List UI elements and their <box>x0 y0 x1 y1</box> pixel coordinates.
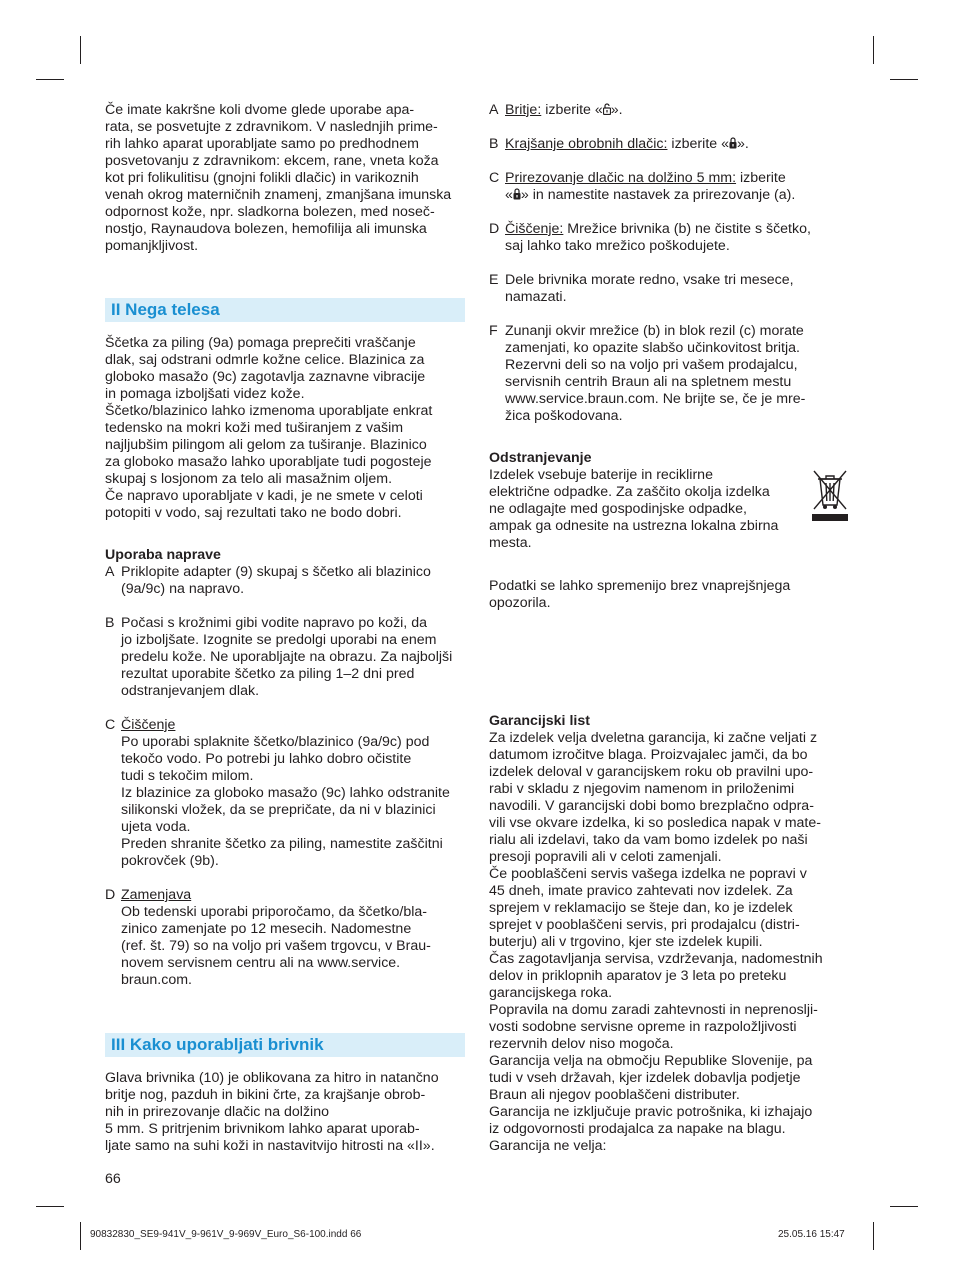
text-line: Čas zagotavljanja servisa, vzdrževanja, nadomestnih <box>489 951 823 967</box>
text-line: rezultat uporabite ščetko za piling 1–2 dni pred <box>121 666 415 682</box>
crop-mark <box>873 36 874 64</box>
text-line: jo izboljšate. Izognite se predolgi uporabi na enem <box>121 632 437 648</box>
text-line: Glava brivnika (10) je oblikovana za hitro in natančno <box>105 1070 439 1086</box>
text-line: Če napravo uporabljate v kadi, je ne smete v celoti <box>105 488 423 504</box>
text-line: električne odpadke. Za zaščito okolja izdelka <box>489 484 770 500</box>
item-label: Čiščenje <box>121 717 176 733</box>
text-line: tedensko na mokri koži med tuširanjem z vašim <box>105 420 404 436</box>
text-line: pomanjkljivost. <box>105 238 199 254</box>
usage-item-b <box>105 615 470 700</box>
text-line: tekočo vodo. Po potrebi ju lahko dobro očistite <box>121 751 412 767</box>
text-line: sprejem v reklamacijo se šteje dan, ko je izdelek <box>489 900 793 916</box>
item-letter: B <box>489 136 499 152</box>
shaver-item-a <box>489 102 854 119</box>
text-line: vili vse okvare izdelka, ki so posledica napak v mate- <box>489 815 821 831</box>
text-line: kot pri folikulitisu (gnojni folikli dlačic) in varikoznih <box>105 170 419 186</box>
text-line: vosti sodobne servisne opreme in razpoložljivosti <box>489 1019 797 1035</box>
text-line: (9a/9c) na napravo. <box>121 581 245 597</box>
item-letter: F <box>489 323 498 339</box>
text-line: rezervnih delov niso mogoča. <box>489 1036 674 1052</box>
text-line: Če pooblaščeni servis vašega izdelka ne popravi v <box>489 866 807 882</box>
text-line: navodili. V garancijski dobi bomo brezplačno odpra- <box>489 798 814 814</box>
item-letter: E <box>489 272 499 288</box>
text-line: Po uporabi splaknite ščetko/blazinico (9a/9c) pod <box>121 734 430 750</box>
usage-item-d <box>105 887 470 989</box>
text-fragment: Mrežice brivnika (b) ne čistite s ščetko, <box>563 221 811 237</box>
text-line: britje nog, pazduh in bikini črte, za krajšanje obrob- <box>105 1087 426 1103</box>
crop-mark <box>890 79 918 80</box>
text-line: novem servisnem centru ali na www.service. <box>121 955 401 971</box>
crop-mark <box>36 79 64 80</box>
text-line: servisnih centrih Braun ali na spletnem mestu <box>505 374 792 390</box>
usage-item-c <box>105 717 470 870</box>
footer-file-info: 90832830_SE9-941V_9-961V_9-969V_Euro_S6-100.indd 66 <box>90 1229 362 1240</box>
text-line: zamenjati, ko opazite slabšo učinkovitost britja. <box>505 340 800 356</box>
text-line: Ob tedenski uporabi priporočamo, da ščetko/bla- <box>121 904 427 920</box>
text-fragment: » in namestite nastavek za prirezovanje (a). <box>520 187 796 203</box>
usage-title: Uporaba naprave <box>105 547 221 563</box>
text-line: zinico zamenjate po 12 mesecih. Nadomestne <box>121 921 412 937</box>
shaver-item-f <box>489 323 854 425</box>
item-letter: B <box>105 615 115 631</box>
item-letter: D <box>489 221 500 237</box>
text-line: Ščetko/blazinico lahko izmenoma uporabljate enkrat <box>105 403 433 419</box>
text-line: delov in priklopnih aparatov je 3 leta po preteku <box>489 968 787 984</box>
text-line: pokrovček (9b). <box>121 853 219 869</box>
text-line: silikonski vložek, da se prepričate, da ni v blazinici <box>121 802 436 818</box>
text-line: rialu ali izdelavi, tako da vam bomo izdelek po naši <box>489 832 808 848</box>
warranty-title: Garancijski list <box>489 713 590 729</box>
text-line: Garancija ne velja: <box>489 1138 607 1154</box>
text-line: potopiti v vodo, saj rezultati tako ne bodo dobri. <box>105 505 402 521</box>
text-line: za globoko masažo lahko uporabljate tudi pogosteje <box>105 454 432 470</box>
text-line: Ščetka za piling (9a) pomaga preprečiti vraščanje <box>105 335 416 351</box>
section-heading-shaver: III Kako uporabljati brivnik <box>105 1033 465 1057</box>
text-line: Rezervni deli so na voljo pri vašem prodajalcu, <box>505 357 798 373</box>
intro-paragraph <box>105 102 470 255</box>
text-line: garancijskega roka. <box>489 985 613 1001</box>
text-line: nostjo, Raynaudova bolezen, hemofilija ali imunska <box>105 221 427 237</box>
text-line: tudi v vseh državah, kjer izdelek dobavlja podjetje <box>489 1070 801 1086</box>
text-line: presoji popravili ali v celoti zamenjali. <box>489 849 722 865</box>
text-line: (ref. št. 79) so na voljo pri vašem trgovcu, v Brau- <box>121 938 431 954</box>
text-line: mesta. <box>489 535 532 551</box>
footer-date-info: 25.05.16 15:47 <box>778 1229 845 1240</box>
text-line: odstranjevanjem dlak. <box>121 683 260 699</box>
crop-mark <box>80 1222 81 1250</box>
shaver-item-c <box>489 170 854 204</box>
text-line: buterju) ali v trgovino, kjer ste izdelek kupili. <box>489 934 763 950</box>
shaver-item-d <box>489 221 854 255</box>
text-line: predelu kože. Ne uporabljajte na obrazu. Za najboljši <box>121 649 453 665</box>
shaver-text <box>105 1070 470 1155</box>
text-line: Za izdelek velja dveletna garancija, ki začne veljati z <box>489 730 818 746</box>
text-line: rata, se posvetujte z zdravnikom. V naslednjih prime- <box>105 119 438 135</box>
item-label: Prirezovanje dlačic na dolžino 5 mm: <box>505 170 737 186</box>
text-line: ljate samo na suhi koži in nastavitvijo hitrosti na «II». <box>105 1138 435 1154</box>
text-fragment: ». <box>610 102 623 118</box>
text-line: sprejet v pooblaščeni servis, pri prodajalcu (distri- <box>489 917 800 933</box>
text-line: izdelek deloval v garancijskem roku ob pravilni upo- <box>489 764 814 780</box>
item-letter: A <box>489 102 499 118</box>
text-line: Podatki se lahko spremenijo brez vnaprejšnjega <box>489 578 791 594</box>
item-letter: C <box>105 717 116 733</box>
text-line: Braun ali njegov pooblaščeni distributer. <box>489 1087 740 1103</box>
text-line: iz odgovornosti prodajalca za napake na blagu. <box>489 1121 786 1137</box>
usage-section <box>105 547 470 989</box>
shaver-items <box>489 102 854 425</box>
text-line: posvetovanju z zdravnikom: ekcem, rane, vneta koža <box>105 153 439 169</box>
text-line: rih lahko aparat uporabljate samo po predhodnem <box>105 136 419 152</box>
lock-icon <box>513 188 521 200</box>
text-line: Priklopite adapter (9) skupaj s ščetko ali blazinico <box>121 564 431 580</box>
text-line: opozorila. <box>489 595 551 611</box>
text-fragment: izberite <box>736 170 786 186</box>
item-label: Čiščenje: <box>505 221 564 237</box>
shaver-item-b <box>489 136 854 153</box>
text-line: Garancija velja na območju Republike Slovenije, pa <box>489 1053 813 1069</box>
text-line: ampak ga odnesite na ustrezna lokalna zbirna <box>489 518 779 534</box>
page-number: 66 <box>105 1171 121 1187</box>
text-line: odpornost kože, npr. sladkorna bolezen, med noseč- <box>105 204 435 220</box>
text-line: saj lahko tako mrežico poškodujete. <box>505 238 730 254</box>
text-line: Izdelek vsebuje baterije in reciklirne <box>489 467 713 483</box>
text-line: Dele brivnika morate redno, vsake tri mesece, <box>505 272 794 288</box>
item-label: Britje: <box>505 102 542 118</box>
text-line: globoko masažo (9c) zagotavlja zaznavne vibracije <box>105 369 426 385</box>
text-line: nih in prirezovanje dlačic na dolžino <box>105 1104 329 1120</box>
text-line: Popravila na domu zaradi zahtevnosti in neprenoslji- <box>489 1002 818 1018</box>
text-line: 45 dneh, imate pravico zahtevati nov izdelek. Za <box>489 883 793 899</box>
text-fragment: ». <box>736 136 749 152</box>
text-line: Počasi s krožnimi gibi vodite napravo po koži, da <box>121 615 427 631</box>
text-line: skupaj s losjonom za telo ali masažnim oljem. <box>105 471 393 487</box>
text-line: braun.com. <box>121 972 192 988</box>
text-line: Preden shranite ščetko za piling, namestite zaščitni <box>121 836 443 852</box>
shaver-item-e <box>489 272 854 306</box>
text-line: Zunanji okvir mrežice (b) in blok rezil (c) morate <box>505 323 804 339</box>
item-letter: D <box>105 887 116 903</box>
item-label: Krajšanje obrobnih dlačic: <box>505 136 668 152</box>
text-line: Garancija ne izključuje pravic potrošnika, ki izhajajo <box>489 1104 813 1120</box>
text-line: Če imate kakršne koli dvome glede uporabe apa- <box>105 102 415 118</box>
text-line: venah okrog materničnih znamenj, zmanjšana imunska <box>105 187 452 203</box>
usage-item-a <box>105 564 470 598</box>
section-heading-body-care: II Nega telesa <box>105 298 465 322</box>
text-fragment: izberite « <box>667 136 729 152</box>
text-line: 5 mm. S pritrjenim brivnikom lahko aparat uporab- <box>105 1121 420 1137</box>
unlocked-icon <box>603 103 611 115</box>
text-line: dlak, saj odstrani odmrle kožne celice. Blazinica za <box>105 352 425 368</box>
crop-mark <box>80 36 81 64</box>
disposal-section <box>489 450 809 552</box>
lock-icon <box>729 137 737 149</box>
text-line: žica poškodovana. <box>505 408 623 424</box>
notice <box>489 578 854 612</box>
text-line: tudi s tekočim milom. <box>121 768 254 784</box>
item-letter: A <box>105 564 115 580</box>
text-line: in pomaga izboljšati videz kože. <box>105 386 305 402</box>
text-line: namazati. <box>505 289 567 305</box>
item-letter: C <box>489 170 500 186</box>
crossed-out-bin-icon <box>810 467 850 523</box>
text-line: datumom izročitve blaga. Proizvajalec jamči, da bo <box>489 747 808 763</box>
text-line: ujeta voda. <box>121 819 191 835</box>
item-label: Zamenjava <box>121 887 192 903</box>
body-care-text <box>105 335 470 522</box>
text-fragment: « <box>505 187 513 203</box>
crop-mark <box>873 1222 874 1250</box>
text-line: www.service.braun.com. Ne brijte se, če je mre- <box>505 391 806 407</box>
crop-mark <box>36 1206 64 1207</box>
warranty-section <box>489 713 859 1155</box>
disposal-title: Odstranjevanje <box>489 450 592 466</box>
text-line: rabi v skladu z njegovim namenom in priloženimi <box>489 781 795 797</box>
text-line: najljubšim pilingom ali gelom za tuširanje. Blazinico <box>105 437 427 453</box>
text-line: ne odlagajte med gospodinjske odpadke, <box>489 501 747 517</box>
text-fragment: izberite « <box>541 102 603 118</box>
crop-mark <box>890 1206 918 1207</box>
text-line: Iz blazinice za globoko masažo (9c) lahko odstranite <box>121 785 450 801</box>
